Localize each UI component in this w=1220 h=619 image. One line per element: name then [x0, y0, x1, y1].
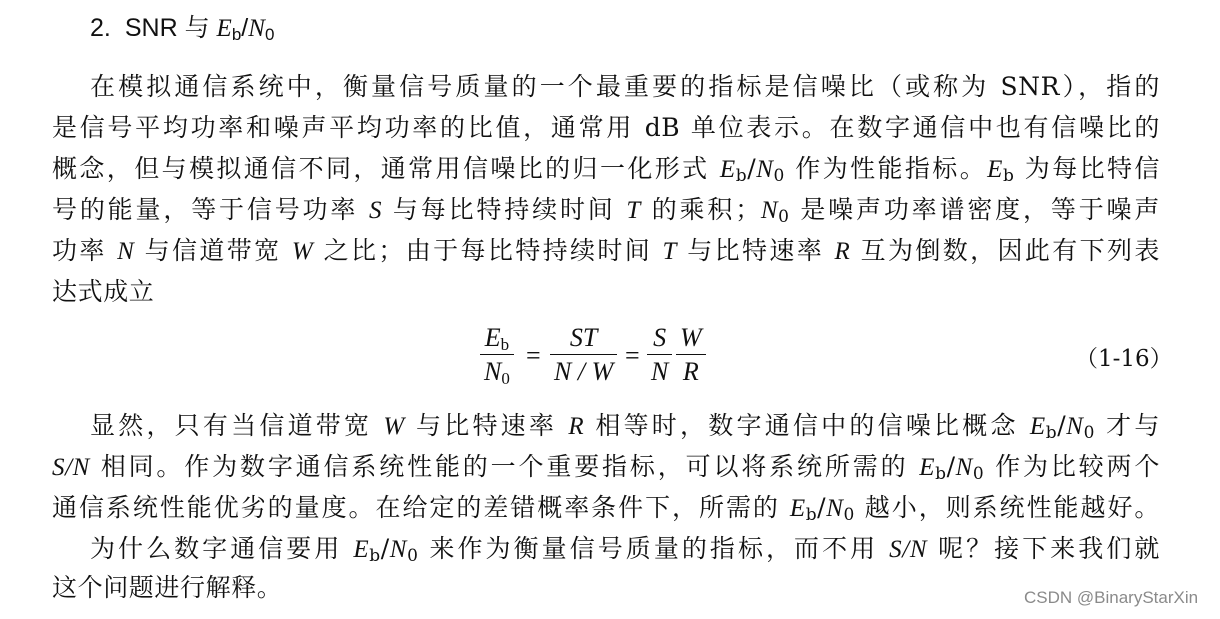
- text-span: 与比特速率: [404, 411, 569, 440]
- numerator: [676, 322, 706, 354]
- sub-b: b: [1045, 423, 1058, 443]
- equation-1-16: [480, 322, 740, 392]
- var-s: S: [653, 323, 667, 352]
- sub-0: 0: [407, 546, 419, 566]
- fraction-st-nw: [550, 322, 617, 389]
- eb-subscript: b: [231, 25, 242, 44]
- equals-sign: =: [526, 341, 541, 370]
- var-n: N: [117, 238, 135, 265]
- text-span: 之比；由于每比特持续时间: [313, 236, 663, 265]
- sub-b: b: [735, 166, 748, 186]
- text-span: 与信道带宽: [134, 236, 292, 265]
- text-span: 呢？接下来我们就: [927, 534, 1160, 563]
- sub-b: b: [805, 505, 818, 525]
- section-number: 2.: [90, 14, 111, 42]
- var-n: N: [1066, 413, 1084, 440]
- eb-symbol: E: [216, 15, 232, 42]
- equals-sign: =: [625, 341, 640, 370]
- var-n: N: [756, 156, 774, 183]
- text-span: 功率: [52, 236, 118, 265]
- slash: /: [747, 154, 757, 183]
- numerator: [550, 322, 617, 354]
- denominator: [480, 355, 514, 389]
- text-span: 的乘积；: [640, 195, 761, 224]
- text-span: 作为比较两个: [984, 452, 1160, 481]
- sub-0: 0: [778, 207, 790, 227]
- text-span: 显然，只有当信道带宽: [90, 411, 384, 440]
- text-span: 与每比特持续时间: [382, 195, 627, 224]
- equation-number: （1-16）: [1075, 346, 1173, 372]
- var-n: N: [826, 495, 844, 522]
- var-e: E: [789, 495, 806, 522]
- sub-0: 0: [773, 166, 785, 186]
- var-t: T: [662, 238, 677, 265]
- n0-symbol: N: [248, 15, 265, 42]
- text-span: 为每比特信: [1014, 154, 1160, 183]
- text-span: 概念，但与模拟通信不同，通常用信噪比的归一化形式: [52, 154, 720, 183]
- paragraph2-line1: [90, 409, 1160, 450]
- denominator: [676, 355, 706, 389]
- paragraph1-line3: [52, 152, 1160, 193]
- slash: /: [946, 452, 956, 481]
- denominator: [647, 355, 672, 389]
- slash: /: [380, 534, 390, 563]
- var-e: E: [719, 156, 736, 183]
- var-e: E: [919, 454, 936, 481]
- text-span: 通信系统性能优劣的量度。在给定的差错概率条件下，所需的: [52, 493, 790, 522]
- sub-0: 0: [972, 464, 985, 484]
- text-span: 是噪声功率谱密度，等于噪声: [789, 195, 1160, 224]
- var-r: R: [568, 413, 585, 440]
- ratio-slash: /: [241, 14, 249, 42]
- paragraph1-line4: [52, 193, 1160, 234]
- n0-subscript: 0: [264, 25, 275, 44]
- fraction-s-n: [647, 322, 672, 389]
- sub-b: b: [1002, 166, 1015, 186]
- slash: /: [817, 493, 827, 522]
- var-n: N: [651, 357, 669, 386]
- var-sn: S/N: [52, 454, 90, 481]
- text-span: 与比特速率: [676, 236, 835, 265]
- text-span: 相等时，数字通信中的信噪比概念: [584, 411, 1030, 440]
- fraction-w-r: [676, 322, 706, 389]
- sub-b: b: [369, 546, 381, 566]
- sub-0: 0: [501, 369, 510, 388]
- var-w: W: [680, 323, 702, 352]
- text-span: 为什么数字通信要用: [90, 534, 354, 563]
- var-w: W: [291, 238, 314, 265]
- paragraph2-line2: [52, 450, 1160, 491]
- var-e: E: [353, 536, 370, 563]
- paragraph3-line2: 这个问题进行解释。: [52, 573, 283, 602]
- var-e: E: [1029, 413, 1046, 440]
- var-w: W: [383, 413, 405, 440]
- numerator: [480, 322, 514, 354]
- text-span: 相同。作为数字通信系统性能的一个重要指标，可以将系统所需的: [89, 452, 920, 481]
- text-span: 越小，则系统性能越好。: [854, 493, 1161, 522]
- var-st: ST: [569, 323, 598, 352]
- paragraph3-line1: [90, 532, 1160, 573]
- paragraph1-line6: 达式成立: [52, 277, 155, 306]
- watermark: CSDN @BinaryStarXin: [1024, 588, 1199, 607]
- slash: /: [1057, 411, 1067, 440]
- sub-b: b: [935, 464, 947, 484]
- var-r: R: [834, 238, 851, 265]
- text-span: 互为倒数，因此有下列表: [850, 236, 1160, 265]
- var-nw: N / W: [554, 357, 614, 386]
- var-n: N: [389, 536, 408, 563]
- numerator: [647, 322, 672, 354]
- paragraph1-line1: 在模拟通信系统中，衡量信号质量的一个最重要的指标是信噪比（或称为 SNR），指的: [90, 72, 1160, 101]
- paragraph2-line3: [52, 491, 1160, 532]
- var-n: N: [760, 197, 779, 224]
- sub-0: 0: [843, 505, 855, 525]
- text-span: 才与: [1094, 411, 1160, 440]
- text-span: 号的能量，等于信号功率: [52, 195, 370, 224]
- var-t: T: [626, 197, 641, 224]
- var-r: R: [682, 357, 699, 386]
- section-title-text: SNR 与: [124, 14, 217, 42]
- var-n: N: [955, 454, 973, 481]
- sub-b: b: [500, 335, 510, 354]
- paragraph1-line5: [52, 234, 1160, 269]
- fraction-eb-n0: [480, 322, 514, 389]
- var-sn: S/N: [889, 536, 928, 563]
- var-n: N: [484, 357, 502, 386]
- denominator: [550, 355, 617, 389]
- var-s: S: [369, 197, 383, 224]
- var-e: E: [484, 323, 501, 352]
- text-span: 来作为衡量信号质量的指标，而不用: [418, 534, 890, 563]
- section-heading: [90, 12, 274, 51]
- sub-0: 0: [1083, 423, 1095, 443]
- paragraph1-line2: 是信号平均功率和噪声平均功率的比值，通常用 dB 单位表示。在数字通信中也有信噪比的: [52, 113, 1160, 142]
- var-e: E: [987, 156, 1003, 183]
- text-span: 作为性能指标。: [784, 154, 988, 183]
